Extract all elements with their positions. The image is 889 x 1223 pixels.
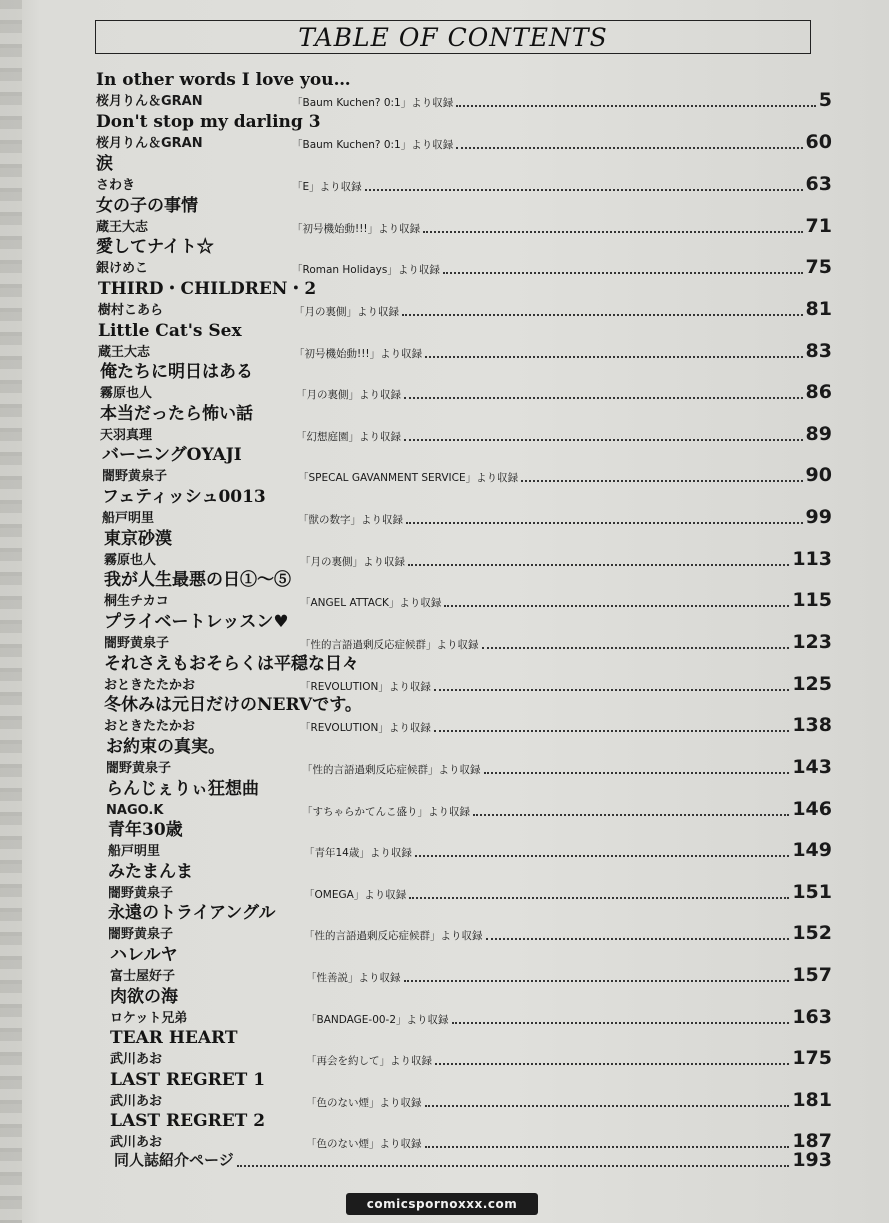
toc-entry[interactable]	[104, 529, 832, 570]
toc-leader-dots	[473, 804, 789, 816]
toc-entry-title: LAST REGRET 1	[110, 1070, 266, 1090]
toc-entry-title: プライベートレッスン♥	[104, 612, 289, 632]
toc-entry-details	[98, 299, 832, 319]
toc-entry-source: 「BANDAGE-00-2」より収録	[306, 1014, 449, 1026]
toc-entry-details	[106, 799, 832, 819]
toc-entry[interactable]	[104, 570, 832, 611]
toc-entry[interactable]	[96, 237, 832, 278]
toc-entry-author: 桐生チカコ	[104, 594, 169, 609]
toc-entry-details	[106, 757, 832, 777]
toc-entry-source: 「性的言語過剰反応症候群」より収録	[300, 639, 479, 651]
toc-leader-dots	[482, 637, 790, 649]
toc-leader-dots	[425, 1095, 790, 1107]
toc-entry-author: 銀けめこ	[96, 261, 149, 276]
toc-entry-source: 「幻想庭園」より収録	[296, 431, 401, 443]
toc-entry-details	[100, 424, 832, 444]
toc-entry-details	[104, 674, 832, 694]
toc-entry[interactable]	[98, 279, 832, 320]
toc-leader-dots	[237, 1155, 790, 1167]
toc-entry-page: 123	[792, 631, 832, 653]
toc-entry-author: さわき	[96, 178, 136, 193]
toc-entry-details	[110, 1090, 832, 1110]
toc-entry-title: 肉欲の海	[110, 987, 178, 1007]
toc-entry-title: Don't stop my darling 3	[96, 112, 321, 132]
toc-entry[interactable]	[96, 154, 832, 195]
toc-entry-details	[96, 174, 832, 194]
toc-leader-dots	[365, 179, 803, 191]
toc-entry-title: THIRD・CHILDREN・2	[98, 279, 317, 299]
toc-leader-dots	[408, 554, 789, 566]
toc-entry[interactable]	[100, 404, 832, 445]
toc-entry-source: 「Baum Kuchen? 0:1」より収録	[292, 97, 454, 109]
toc-entry-source: 「色のない煙」より収録	[306, 1138, 422, 1150]
toc-entry-details	[100, 382, 832, 402]
toc-entry-source: 「月の裏側」より収録	[300, 556, 405, 568]
toc-entry-title: 本当だったら怖い話	[100, 404, 253, 424]
toc-entry-source: 「SPECAL GAVANMENT SERVICE」より収録	[298, 472, 519, 484]
toc-entry-title: フェティッシュ0013	[102, 487, 266, 507]
toc-entry-title: 冬休みは元日だけのNERVです。	[104, 695, 362, 715]
toc-entry-page: 115	[792, 589, 832, 611]
toc-leader-dots	[423, 221, 802, 233]
toc-entry-source: 「初号機始動!!!」より収録	[294, 348, 423, 360]
toc-entry-details	[108, 882, 832, 902]
toc-entry-page: 113	[792, 548, 832, 570]
toc-entry-page: 187	[792, 1130, 832, 1152]
toc-entry-source: 「REVOLUTION」より収録	[300, 722, 431, 734]
toc-final-entry-page: 193	[792, 1149, 832, 1171]
toc-entry-author: 蔵王大志	[96, 220, 149, 235]
toc-entry-title: 青年30歳	[108, 820, 183, 840]
toc-entry-page: 146	[792, 798, 832, 820]
toc-entry-title: 永遠のトライアングル	[108, 903, 276, 923]
toc-entry-author: 樹村こあら	[98, 303, 164, 318]
toc-leader-dots	[409, 887, 789, 899]
toc-entry-page: 63	[805, 173, 832, 195]
toc-entry-source: 「再会を約して」より収録	[306, 1055, 432, 1067]
toc-entry-source: 「色のない煙」より収録	[306, 1097, 422, 1109]
toc-entry[interactable]	[108, 820, 832, 861]
site-watermark	[346, 1193, 538, 1215]
toc-entry-author: 桜月りん＆GRAN	[96, 136, 203, 151]
toc-entry-source: 「すちゃらかてんこ盛り」より収録	[302, 806, 470, 818]
toc-entry-details	[102, 465, 832, 485]
toc-entry-author: 霧原也人	[104, 553, 157, 568]
toc-leader-dots	[452, 1012, 790, 1024]
toc-entry-author: 闇野黄泉子	[106, 761, 172, 776]
toc-entry-author: 霧原也人	[100, 386, 153, 401]
toc-entry-page: 152	[792, 922, 832, 944]
toc-entry-title: 東京砂漠	[104, 529, 172, 549]
toc-entry[interactable]	[110, 1028, 832, 1069]
toc-entry[interactable]	[110, 987, 832, 1028]
toc-entry-title: お約束の真実。	[106, 737, 225, 757]
toc-entry[interactable]	[106, 779, 832, 820]
toc-entry-author: 桜月りん＆GRAN	[96, 94, 203, 109]
toc-entry-title: Little Cat's Sex	[98, 321, 242, 341]
toc-entry-page: 175	[792, 1047, 832, 1069]
toc-leader-dots	[404, 429, 803, 441]
toc-leader-dots	[402, 304, 803, 316]
toc-entry-source: 「性善説」より収録	[306, 972, 401, 984]
toc-entry-page: 125	[792, 673, 832, 695]
toc-leader-dots	[434, 679, 789, 691]
toc-entry-title: LAST REGRET 2	[110, 1111, 266, 1131]
toc-leader-dots	[425, 346, 802, 358]
toc-entry-source: 「獣の数字」より収録	[298, 514, 403, 526]
toc-entry-source: 「月の裏側」より収録	[296, 389, 401, 401]
toc-entry-page: 71	[805, 215, 832, 237]
toc-entry-author: おときたたかお	[104, 719, 196, 734]
toc-entry-page: 89	[805, 423, 832, 445]
toc-entry[interactable]	[104, 695, 832, 736]
toc-entry-author: 闇野黄泉子	[108, 886, 174, 901]
toc-leader-dots	[435, 1053, 789, 1065]
watermark-text: comicspornoxxx.com	[366, 1197, 518, 1211]
toc-entry-author: 武川あお	[110, 1052, 163, 1067]
toc-entry-source: 「性的言語過剰反応症候群」より収録	[304, 930, 483, 942]
toc-entry-source: 「ANGEL ATTACK」より収録	[300, 597, 442, 609]
toc-entry-author: 天羽真理	[100, 428, 153, 443]
toc-leader-dots	[406, 512, 803, 524]
toc-entry[interactable]	[110, 1070, 832, 1111]
toc-leader-dots	[443, 262, 803, 274]
toc-entry-source: 「青年14歳」より収録	[304, 847, 412, 859]
toc-entry-page: 86	[805, 381, 832, 403]
toc-entry-author: 船戸明里	[108, 844, 161, 859]
toc-entry[interactable]	[104, 612, 832, 653]
toc-entry-page: 5	[818, 89, 832, 111]
toc-entry-details	[110, 1007, 832, 1027]
toc-leader-dots	[456, 137, 802, 149]
toc-entry-source: 「性的言語過剰反応症候群」より収録	[302, 764, 481, 776]
toc-leader-dots	[484, 762, 790, 774]
toc-entry-author: 武川あお	[110, 1135, 163, 1150]
toc-entry-title: 涙	[96, 154, 113, 174]
toc-entry[interactable]	[108, 903, 832, 944]
toc-leader-dots	[521, 470, 802, 482]
toc-entry[interactable]	[96, 70, 832, 111]
toc-entry-page: 138	[792, 714, 832, 736]
toc-entry-details	[96, 90, 832, 110]
toc-leader-dots	[415, 845, 789, 857]
toc-entry-page: 99	[805, 506, 832, 528]
toc-entry-page: 151	[792, 881, 832, 903]
toc-entry-page: 83	[805, 340, 832, 362]
toc-entry[interactable]	[100, 362, 832, 403]
page-title: TABLE OF CONTENTS	[298, 22, 608, 52]
toc-entry[interactable]	[106, 737, 832, 778]
toc-entry-details	[96, 257, 832, 277]
toc-entry[interactable]	[98, 321, 832, 362]
toc-leader-dots	[404, 970, 790, 982]
toc-entry[interactable]	[96, 196, 832, 237]
toc-entry-author: 蔵王大志	[98, 345, 151, 360]
toc-entry-source: 「OMEGA」より収録	[304, 889, 407, 901]
toc-entry-source: 「Baum Kuchen? 0:1」より収録	[292, 139, 454, 151]
toc-final-entry-title: 同人誌紹介ページ	[114, 1151, 234, 1169]
toc-entry-details	[104, 590, 832, 610]
toc-entry[interactable]	[108, 862, 832, 903]
toc-entry-page: 181	[792, 1089, 832, 1111]
toc-entry-details	[110, 965, 832, 985]
toc-entry-author: NAGO.K	[106, 803, 164, 818]
toc-entry-page: 149	[792, 839, 832, 861]
toc-entry-author: 闇野黄泉子	[104, 636, 170, 651]
toc-entry-author: 武川あお	[110, 1094, 163, 1109]
toc-entry-details	[104, 549, 832, 569]
toc-entry-details	[96, 132, 832, 152]
toc-entry-page: 75	[805, 256, 832, 278]
toc-entry-page: 60	[805, 131, 832, 153]
toc-entry-title: 俺たちに明日はある	[100, 362, 253, 382]
toc-entry-source: 「初号機始動!!!」より収録	[292, 223, 421, 235]
toc-entry-title: バーニングOYAJI	[102, 445, 242, 465]
toc-entry[interactable]	[102, 487, 832, 528]
toc-entry-title: 我が人生最悪の日①〜⑤	[104, 570, 291, 590]
toc-entry-source: 「Roman Holidays」より収録	[292, 264, 440, 276]
toc-entry-page: 81	[805, 298, 832, 320]
toc-entry-page: 157	[792, 964, 832, 986]
toc-leader-dots	[434, 720, 789, 732]
toc-entry-title: In other words I love you…	[96, 70, 351, 90]
toc-entry-page: 90	[805, 464, 832, 486]
toc-entry-title: TEAR HEART	[110, 1028, 238, 1048]
toc-entry-details	[110, 1048, 832, 1068]
toc-entry-author: 闇野黄泉子	[108, 927, 174, 942]
toc-entry-author: 闇野黄泉子	[102, 469, 168, 484]
toc-entry-page: 163	[792, 1006, 832, 1028]
toc-leader-dots	[404, 387, 803, 399]
toc-entry-details	[102, 507, 832, 527]
toc-leader-dots	[444, 595, 789, 607]
toc-entry-source: 「REVOLUTION」より収録	[300, 681, 431, 693]
toc-leader-dots	[456, 95, 816, 107]
toc-entry-details	[108, 923, 832, 943]
toc-entry-title: ハレルヤ	[110, 945, 178, 965]
toc-entry-author: おときたたかお	[104, 678, 196, 693]
toc-entry-details	[108, 840, 832, 860]
toc-entry-details	[98, 341, 832, 361]
toc-entry-details	[104, 632, 832, 652]
toc-entry-author: ロケット兄弟	[110, 1011, 188, 1026]
toc-entry-author: 富士屋好子	[110, 969, 176, 984]
toc-entry-title: それさえもおそらくは平穏な日々	[104, 654, 359, 674]
toc-entry-title: 女の子の事情	[96, 196, 198, 216]
toc-entry-title: らんじぇりぃ狂想曲	[106, 779, 259, 799]
toc-entry[interactable]	[104, 654, 832, 695]
toc-entry-details	[104, 715, 832, 735]
toc-entry[interactable]	[110, 945, 832, 986]
toc-final-entry[interactable]	[114, 1146, 832, 1170]
toc-entry-author: 船戸明里	[102, 511, 155, 526]
toc-entry[interactable]	[96, 112, 832, 153]
toc-entry-title: 愛してナイト☆	[96, 237, 214, 257]
toc-leader-dots	[486, 928, 790, 940]
toc-entry-title: みたまんま	[108, 862, 193, 882]
toc-entry[interactable]	[102, 445, 832, 486]
toc-entry-details	[96, 216, 832, 236]
toc-entry-source: 「月の裏側」より収録	[294, 306, 399, 318]
toc-entry-page: 143	[792, 756, 832, 778]
toc-entry-source: 「E」より収録	[292, 181, 362, 193]
